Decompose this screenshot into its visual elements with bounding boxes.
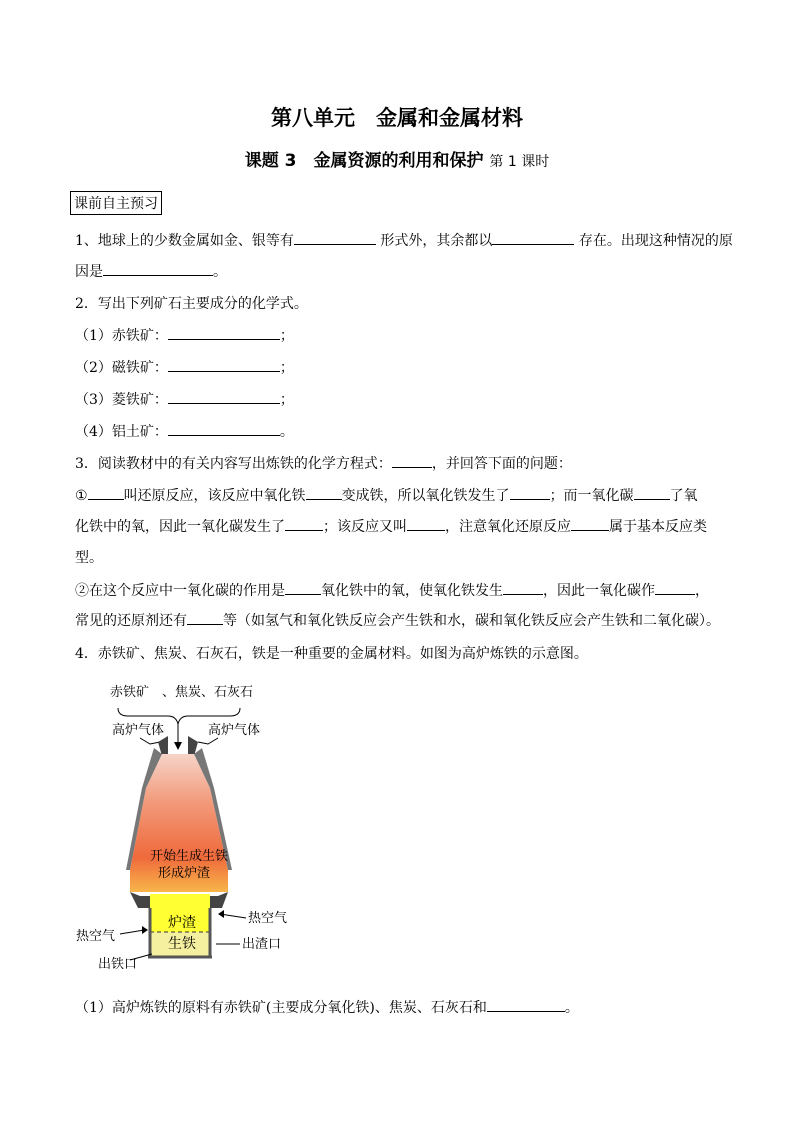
q3-blank-11[interactable] (187, 610, 223, 625)
q3-p1-line-1: ① 叫还原反应，该反应中氧化铁 变成铁，所以氧化铁发生了 ；而一氧化碳 了氧 (75, 485, 698, 505)
q2-item-3: （3）菱铁矿： ； (75, 389, 294, 409)
q2-item-1: （1）赤铁矿： ； (75, 325, 294, 345)
slag-label: 炉渣 (168, 915, 196, 931)
slag-outlet-label: 出渣口 (242, 937, 282, 952)
q3-blank-8[interactable] (285, 580, 321, 595)
iron-outlet-label: 出铁口 (98, 957, 138, 972)
hot-air-right-label: 热空气 (248, 911, 288, 926)
blast-furnace-diagram (70, 678, 390, 978)
q3-blank-9[interactable] (503, 580, 543, 595)
q3-blank-2[interactable] (306, 485, 342, 500)
q3-stem: 3．阅读教材中的有关内容写出炼铁的化学方程式： ，并回答下面的问题： (75, 453, 572, 473)
q3-p2-line-1: ②在这个反应中一氧化碳的作用是 氧化铁中的氧，使氧化铁发生 ，因此一氧化碳作 ， (75, 580, 709, 600)
unit-title: 第八单元 金属和金属材料 (271, 106, 523, 130)
furnace-gas-left: 高炉气体 (112, 723, 165, 738)
q1-line-1: 1、地球上的少数金属如金、银等有 形式外，其余都以 存在。出现这种情况的原 (75, 230, 733, 250)
q3-blank-6[interactable] (407, 516, 445, 531)
hot-air-left-arrow (120, 930, 144, 934)
q3-blank-5[interactable] (285, 516, 323, 531)
q2-blank-1[interactable] (168, 325, 280, 340)
hot-air-right-arrowhead (218, 910, 224, 918)
feed-arrow-head (174, 742, 182, 750)
hearth-step-left (130, 892, 150, 908)
lesson-title-main: 课题 3 金属资源的利用和保护 (244, 151, 484, 171)
q4-blank-1[interactable] (487, 997, 565, 1012)
q2-stem: 2．写出下列矿石主要成分的化学式。 (75, 296, 308, 312)
furnace-gas-right: 高炉气体 (208, 723, 261, 738)
q2-blank-4[interactable] (168, 421, 280, 436)
q3-blank-4[interactable] (634, 485, 670, 500)
raw-materials-label: 赤铁矿 、焦炭、石灰石 (110, 685, 254, 700)
hot-air-left-arrowhead (142, 926, 148, 934)
q2-blank-3[interactable] (168, 389, 280, 404)
q1-blank-1[interactable] (294, 230, 376, 245)
zone-text-2: 形成炉渣 (158, 866, 211, 881)
q4-sub1: （1）高炉炼铁的原料有赤铁矿(主要成分氧化铁)、焦炭、石灰石和 。 (75, 997, 579, 1017)
pig-iron-label: 生铁 (168, 936, 196, 952)
q2-blank-2[interactable] (168, 357, 280, 372)
feed-bracket (118, 708, 240, 724)
lesson-part: 第 1 课时 (489, 154, 550, 170)
hearth-step-right (210, 892, 228, 908)
q4-stem: 4．赤铁矿、焦炭、石灰石，铁是一种重要的金属材料。如图为高炉炼铁的示意图。 (75, 646, 588, 662)
hot-air-left-label: 热空气 (76, 929, 116, 944)
q1-line-2: 因是 。 (75, 261, 227, 281)
zone-text-1: 开始生成生铁 (150, 849, 229, 864)
q3-blank-equation[interactable] (392, 453, 432, 468)
q3-blank-1[interactable] (88, 485, 124, 500)
q3-p1-line-3: 型。 (75, 550, 103, 566)
q3-p1-line-2: 化铁中的氧，因此一氧化碳发生了 ；该反应又叫 ，注意氧化还原反应 属于基本反应类 (75, 516, 707, 536)
q2-item-2: （2）磁铁矿： ； (75, 357, 294, 377)
q1-blank-3[interactable] (103, 261, 213, 276)
lesson-title (0, 146, 794, 171)
q3-blank-3[interactable] (510, 485, 550, 500)
q2-item-4: （4）铝土矿： 。 (75, 421, 294, 441)
q1-blank-2[interactable] (492, 230, 574, 245)
gas-arrow-right (198, 738, 218, 744)
gas-arrow-left (140, 738, 160, 744)
section-label: 课前自主预习 (70, 191, 162, 215)
q3-blank-7[interactable] (571, 516, 609, 531)
q3-p2-line-2: 常见的还原剂还有 等（如氢气和氧化铁反应会产生铁和水，碳和氧化铁反应会产生铁和二氧化碳）。 (75, 610, 720, 630)
q3-blank-10[interactable] (655, 580, 695, 595)
